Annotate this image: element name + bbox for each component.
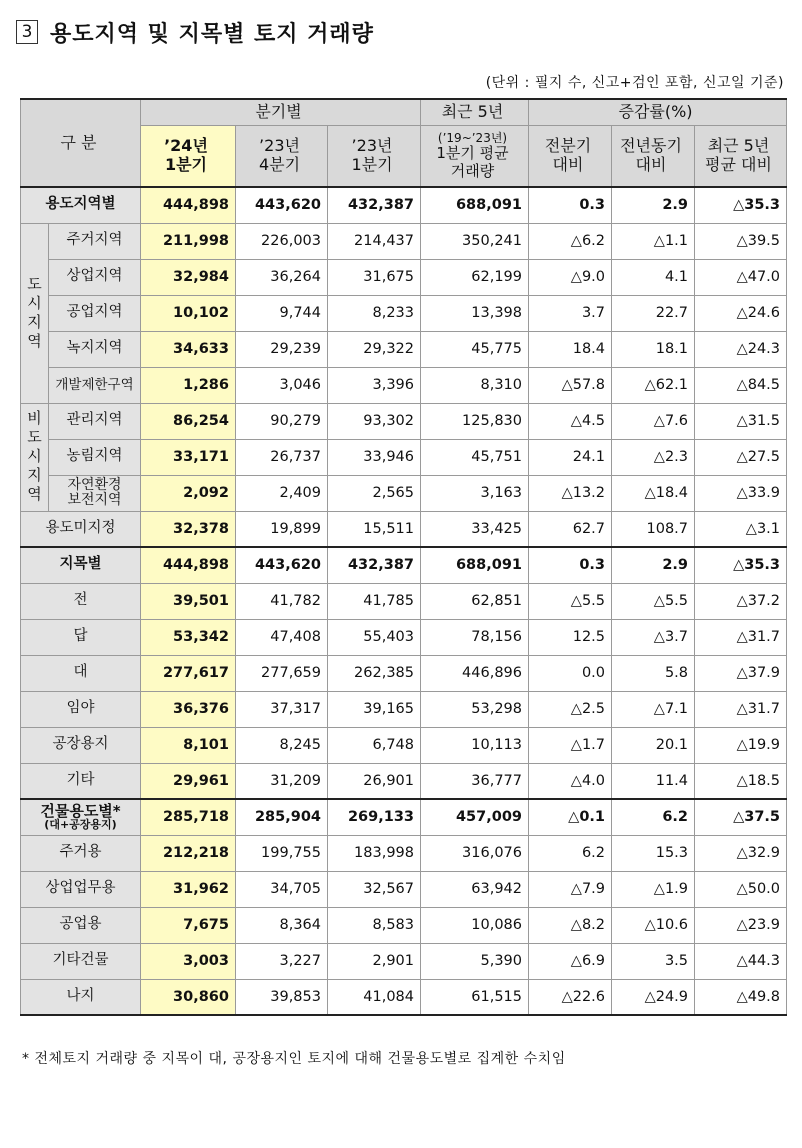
row-label: 공업지역 bbox=[49, 295, 141, 331]
header-avg5-range: (’19~’23년) bbox=[437, 130, 508, 145]
cell-vs-prev-y: 20.1 bbox=[612, 727, 695, 763]
cell-vs-prev-y: △1.9 bbox=[612, 871, 695, 907]
row-label-main: 건물용도별* bbox=[40, 801, 121, 820]
table-row bbox=[21, 259, 787, 295]
table-row bbox=[21, 475, 787, 511]
table-row bbox=[21, 547, 787, 583]
header-q23-4-year: ’23년 bbox=[259, 136, 300, 156]
header-q24-1-year: ’24년 bbox=[164, 136, 208, 156]
cell-q24-1: 39,501 bbox=[141, 583, 236, 619]
row-label: 주거용 bbox=[21, 835, 141, 871]
table-row bbox=[21, 799, 787, 835]
cell-vs-avg5: △31.7 bbox=[695, 691, 787, 727]
cell-vs-prev-y: △7.6 bbox=[612, 403, 695, 439]
group-label-urban bbox=[21, 223, 49, 403]
cell-q23-4: 226,003 bbox=[236, 223, 328, 259]
cell-avg5: 13,398 bbox=[421, 295, 529, 331]
table-row bbox=[21, 295, 787, 331]
cell-q23-4: 443,620 bbox=[236, 547, 328, 583]
cell-q24-1: 1,286 bbox=[141, 367, 236, 403]
cell-vs-avg5: △33.9 bbox=[695, 475, 787, 511]
cell-vs-prev-y: 2.9 bbox=[612, 547, 695, 583]
row-label: 용도미지정 bbox=[21, 511, 141, 547]
row-label: 전 bbox=[21, 583, 141, 619]
cell-q24-1: 32,378 bbox=[141, 511, 236, 547]
cell-avg5: 61,515 bbox=[421, 979, 529, 1015]
cell-vs-prev-q: △4.0 bbox=[529, 763, 612, 799]
cell-q23-1: 3,396 bbox=[328, 367, 421, 403]
cell-vs-prev-y: 11.4 bbox=[612, 763, 695, 799]
cell-avg5: 688,091 bbox=[421, 187, 529, 223]
section-title bbox=[16, 16, 374, 48]
table-row bbox=[21, 367, 787, 403]
cell-avg5: 36,777 bbox=[421, 763, 529, 799]
cell-vs-prev-y: △1.1 bbox=[612, 223, 695, 259]
cell-avg5: 78,156 bbox=[421, 619, 529, 655]
cell-q23-4: 29,239 bbox=[236, 331, 328, 367]
table-row bbox=[21, 583, 787, 619]
cell-vs-prev-y: 4.1 bbox=[612, 259, 695, 295]
cell-vs-prev-q: △2.5 bbox=[529, 691, 612, 727]
cell-vs-prev-q: 62.7 bbox=[529, 511, 612, 547]
cell-q24-1: 32,984 bbox=[141, 259, 236, 295]
cell-vs-prev-y: 5.8 bbox=[612, 655, 695, 691]
cell-q23-1: 15,511 bbox=[328, 511, 421, 547]
cell-vs-avg5: △18.5 bbox=[695, 763, 787, 799]
cell-q23-1: 183,998 bbox=[328, 835, 421, 871]
cell-vs-avg5: △23.9 bbox=[695, 907, 787, 943]
cell-vs-prev-q: △0.1 bbox=[529, 799, 612, 835]
cell-avg5: 8,310 bbox=[421, 367, 529, 403]
cell-avg5: 446,896 bbox=[421, 655, 529, 691]
cell-q23-4: 26,737 bbox=[236, 439, 328, 475]
table-row bbox=[21, 979, 787, 1015]
cell-q23-4: 37,317 bbox=[236, 691, 328, 727]
cell-q24-1: 10,102 bbox=[141, 295, 236, 331]
header-q23-1-year: ’23년 bbox=[351, 136, 393, 156]
group-label-text: 비도시지역 bbox=[27, 409, 42, 504]
cell-vs-prev-q: 6.2 bbox=[529, 835, 612, 871]
cell-q23-4: 34,705 bbox=[236, 871, 328, 907]
row-label-line: 보전지역 bbox=[67, 492, 122, 508]
row-label: 상업지역 bbox=[49, 259, 141, 295]
cell-vs-avg5: △24.3 bbox=[695, 331, 787, 367]
cell-q23-4: 277,659 bbox=[236, 655, 328, 691]
table-row bbox=[21, 187, 787, 223]
cell-avg5: 53,298 bbox=[421, 691, 529, 727]
cell-q23-1: 55,403 bbox=[328, 619, 421, 655]
cell-avg5: 10,086 bbox=[421, 907, 529, 943]
cell-vs-avg5: △37.9 bbox=[695, 655, 787, 691]
cell-vs-prev-q: 3.7 bbox=[529, 295, 612, 331]
cell-avg5: 688,091 bbox=[421, 547, 529, 583]
cell-vs-prev-q: △4.5 bbox=[529, 403, 612, 439]
cell-q23-4: 443,620 bbox=[236, 187, 328, 223]
cell-vs-prev-q: 12.5 bbox=[529, 619, 612, 655]
header-avg5-line1: 1분기 평균 bbox=[436, 144, 509, 163]
cell-q23-1: 8,233 bbox=[328, 295, 421, 331]
table-row bbox=[21, 403, 787, 439]
table-row bbox=[21, 691, 787, 727]
section-number: 3 bbox=[16, 20, 38, 44]
header-vs-prev-q bbox=[529, 125, 612, 187]
cell-vs-avg5: △24.6 bbox=[695, 295, 787, 331]
cell-vs-prev-y: △7.1 bbox=[612, 691, 695, 727]
cell-vs-prev-q: △7.9 bbox=[529, 871, 612, 907]
cell-q24-1: 277,617 bbox=[141, 655, 236, 691]
cell-vs-prev-q: 24.1 bbox=[529, 439, 612, 475]
row-label: 대 bbox=[21, 655, 141, 691]
header-avg5-line2: 거래량 bbox=[450, 161, 495, 180]
title-text: 용도지역 및 지목별 토지 거래량 bbox=[50, 21, 374, 47]
table-row bbox=[21, 331, 787, 367]
cell-avg5: 33,425 bbox=[421, 511, 529, 547]
cell-vs-prev-q: 0.3 bbox=[529, 547, 612, 583]
cell-q24-1: 285,718 bbox=[141, 799, 236, 835]
cell-q23-1: 29,322 bbox=[328, 331, 421, 367]
cell-q23-1: 41,785 bbox=[328, 583, 421, 619]
cell-vs-prev-q: △1.7 bbox=[529, 727, 612, 763]
cell-q24-1: 8,101 bbox=[141, 727, 236, 763]
cell-vs-avg5: △49.8 bbox=[695, 979, 787, 1015]
row-label: 기타 bbox=[21, 763, 141, 799]
cell-q24-1: 36,376 bbox=[141, 691, 236, 727]
cell-avg5: 3,163 bbox=[421, 475, 529, 511]
cell-vs-prev-y: △18.4 bbox=[612, 475, 695, 511]
header-vs-prev-q-line1: 전분기 bbox=[544, 136, 592, 156]
header-vs-avg5-line2: 평균 대비 bbox=[705, 154, 772, 174]
cell-q23-4: 3,227 bbox=[236, 943, 328, 979]
cell-avg5: 10,113 bbox=[421, 727, 529, 763]
cell-q24-1: 444,898 bbox=[141, 547, 236, 583]
table-row bbox=[21, 439, 787, 475]
row-label bbox=[21, 799, 141, 835]
cell-q24-1: 31,962 bbox=[141, 871, 236, 907]
cell-vs-avg5: △37.5 bbox=[695, 799, 787, 835]
header-vs-prev-y bbox=[612, 125, 695, 187]
cell-vs-avg5: △50.0 bbox=[695, 871, 787, 907]
cell-q23-4: 39,853 bbox=[236, 979, 328, 1015]
cell-q23-4: 31,209 bbox=[236, 763, 328, 799]
cell-q23-1: 26,901 bbox=[328, 763, 421, 799]
table-row bbox=[21, 907, 787, 943]
header-vs-prev-y-line1: 전년동기 bbox=[620, 136, 682, 156]
cell-q23-4: 41,782 bbox=[236, 583, 328, 619]
cell-avg5: 316,076 bbox=[421, 835, 529, 871]
cell-q23-1: 262,385 bbox=[328, 655, 421, 691]
row-label: 녹지지역 bbox=[49, 331, 141, 367]
cell-vs-prev-q: △57.8 bbox=[529, 367, 612, 403]
cell-vs-prev-q: △13.2 bbox=[529, 475, 612, 511]
cell-q23-1: 269,133 bbox=[328, 799, 421, 835]
cell-vs-avg5: △44.3 bbox=[695, 943, 787, 979]
group-label-text: 도시지역 bbox=[27, 274, 42, 350]
header-q23-4-quarter: 4분기 bbox=[258, 154, 301, 174]
cell-q24-1: 33,171 bbox=[141, 439, 236, 475]
cell-vs-prev-q: △5.5 bbox=[529, 583, 612, 619]
row-label-sub: (대+공장용지) bbox=[44, 818, 117, 832]
table-row bbox=[21, 727, 787, 763]
cell-vs-prev-q: △22.6 bbox=[529, 979, 612, 1015]
cell-q24-1: 3,003 bbox=[141, 943, 236, 979]
header-avg5-top: 최근 5년 bbox=[421, 99, 529, 125]
row-label: 답 bbox=[21, 619, 141, 655]
cell-avg5: 63,942 bbox=[421, 871, 529, 907]
row-label-line: 자연환경 bbox=[67, 476, 122, 493]
table-row bbox=[21, 223, 787, 259]
cell-q24-1: 211,998 bbox=[141, 223, 236, 259]
cell-vs-avg5: △84.5 bbox=[695, 367, 787, 403]
cell-vs-prev-y: △10.6 bbox=[612, 907, 695, 943]
cell-avg5: 457,009 bbox=[421, 799, 529, 835]
cell-q23-1: 32,567 bbox=[328, 871, 421, 907]
cell-vs-prev-q: 18.4 bbox=[529, 331, 612, 367]
cell-q23-4: 90,279 bbox=[236, 403, 328, 439]
cell-avg5: 62,199 bbox=[421, 259, 529, 295]
cell-q23-4: 9,744 bbox=[236, 295, 328, 331]
cell-vs-avg5: △39.5 bbox=[695, 223, 787, 259]
cell-vs-avg5: △47.0 bbox=[695, 259, 787, 295]
cell-avg5: 62,851 bbox=[421, 583, 529, 619]
cell-vs-prev-q: △6.2 bbox=[529, 223, 612, 259]
cell-vs-prev-y: 3.5 bbox=[612, 943, 695, 979]
header-vs-avg5 bbox=[695, 125, 787, 187]
row-label: 지목별 bbox=[21, 547, 141, 583]
row-label: 공업용 bbox=[21, 907, 141, 943]
cell-vs-avg5: △35.3 bbox=[695, 187, 787, 223]
cell-q23-1: 31,675 bbox=[328, 259, 421, 295]
header-category: 구 분 bbox=[21, 99, 141, 187]
cell-q23-4: 199,755 bbox=[236, 835, 328, 871]
cell-vs-prev-y: △62.1 bbox=[612, 367, 695, 403]
cell-avg5: 125,830 bbox=[421, 403, 529, 439]
cell-q23-4: 285,904 bbox=[236, 799, 328, 835]
cell-vs-avg5: △27.5 bbox=[695, 439, 787, 475]
cell-q23-1: 2,901 bbox=[328, 943, 421, 979]
cell-vs-prev-y: △3.7 bbox=[612, 619, 695, 655]
unit-note: (단위 : 필지 수, 신고+검인 포함, 신고일 기준) bbox=[485, 75, 784, 91]
cell-avg5: 45,751 bbox=[421, 439, 529, 475]
cell-q23-1: 41,084 bbox=[328, 979, 421, 1015]
header-vs-avg5-line1: 최근 5년 bbox=[707, 136, 770, 156]
cell-vs-prev-y: 18.1 bbox=[612, 331, 695, 367]
table-row bbox=[21, 943, 787, 979]
table-row bbox=[21, 763, 787, 799]
header-change: 증감률(%) bbox=[529, 99, 787, 125]
cell-avg5: 5,390 bbox=[421, 943, 529, 979]
cell-q23-1: 432,387 bbox=[328, 547, 421, 583]
cell-q24-1: 86,254 bbox=[141, 403, 236, 439]
header-quarterly: 분기별 bbox=[141, 99, 421, 125]
row-label: 기타건물 bbox=[21, 943, 141, 979]
cell-q23-4: 2,409 bbox=[236, 475, 328, 511]
cell-vs-prev-y: 15.3 bbox=[612, 835, 695, 871]
header-q24-1-quarter: 1분기 bbox=[164, 154, 208, 174]
cell-vs-prev-y: △24.9 bbox=[612, 979, 695, 1015]
cell-q23-1: 214,437 bbox=[328, 223, 421, 259]
cell-q23-4: 8,245 bbox=[236, 727, 328, 763]
cell-q24-1: 444,898 bbox=[141, 187, 236, 223]
cell-vs-prev-y: △2.3 bbox=[612, 439, 695, 475]
cell-q24-1: 29,961 bbox=[141, 763, 236, 799]
table-row bbox=[21, 655, 787, 691]
row-label: 개발제한구역 bbox=[49, 367, 141, 403]
row-label: 공장용지 bbox=[21, 727, 141, 763]
header-q23-4 bbox=[236, 125, 328, 187]
cell-q23-4: 8,364 bbox=[236, 907, 328, 943]
header-q24-1 bbox=[141, 125, 236, 187]
cell-q23-4: 19,899 bbox=[236, 511, 328, 547]
group-label-nonurban bbox=[21, 403, 49, 511]
header-q23-1 bbox=[328, 125, 421, 187]
cell-q23-1: 2,565 bbox=[328, 475, 421, 511]
table-row bbox=[21, 619, 787, 655]
header-avg5 bbox=[421, 125, 529, 187]
land-transaction-table bbox=[20, 98, 787, 1016]
cell-vs-prev-q: △6.9 bbox=[529, 943, 612, 979]
cell-q23-1: 8,583 bbox=[328, 907, 421, 943]
cell-vs-avg5: △31.5 bbox=[695, 403, 787, 439]
cell-vs-avg5: △32.9 bbox=[695, 835, 787, 871]
cell-q24-1: 7,675 bbox=[141, 907, 236, 943]
row-label: 임야 bbox=[21, 691, 141, 727]
table-row bbox=[21, 871, 787, 907]
table-row bbox=[21, 835, 787, 871]
cell-q23-1: 39,165 bbox=[328, 691, 421, 727]
cell-q24-1: 53,342 bbox=[141, 619, 236, 655]
cell-q23-4: 36,264 bbox=[236, 259, 328, 295]
cell-avg5: 45,775 bbox=[421, 331, 529, 367]
cell-q23-1: 6,748 bbox=[328, 727, 421, 763]
cell-vs-prev-q: △9.0 bbox=[529, 259, 612, 295]
cell-vs-avg5: △35.3 bbox=[695, 547, 787, 583]
cell-vs-prev-q: 0.0 bbox=[529, 655, 612, 691]
cell-vs-prev-q: 0.3 bbox=[529, 187, 612, 223]
cell-q23-1: 33,946 bbox=[328, 439, 421, 475]
cell-q24-1: 2,092 bbox=[141, 475, 236, 511]
cell-vs-avg5: △37.2 bbox=[695, 583, 787, 619]
header-vs-prev-q-line2: 대비 bbox=[552, 154, 584, 174]
cell-q24-1: 212,218 bbox=[141, 835, 236, 871]
cell-vs-prev-y: 6.2 bbox=[612, 799, 695, 835]
cell-q23-4: 47,408 bbox=[236, 619, 328, 655]
cell-vs-prev-q: △8.2 bbox=[529, 907, 612, 943]
footnote: * 전체토지 거래량 중 지목이 대, 공장용지인 토지에 대해 건물용도별로 집계한 수치임 bbox=[22, 1051, 566, 1067]
cell-vs-avg5: △3.1 bbox=[695, 511, 787, 547]
table-row bbox=[21, 511, 787, 547]
cell-vs-prev-y: 22.7 bbox=[612, 295, 695, 331]
cell-q24-1: 34,633 bbox=[141, 331, 236, 367]
cell-q23-1: 432,387 bbox=[328, 187, 421, 223]
header-vs-prev-y-line2: 대비 bbox=[635, 154, 667, 174]
cell-vs-prev-y: △5.5 bbox=[612, 583, 695, 619]
row-label: 상업업무용 bbox=[21, 871, 141, 907]
cell-vs-prev-y: 108.7 bbox=[612, 511, 695, 547]
row-label: 용도지역별 bbox=[21, 187, 141, 223]
cell-vs-prev-y: 2.9 bbox=[612, 187, 695, 223]
cell-avg5: 350,241 bbox=[421, 223, 529, 259]
row-label: 관리지역 bbox=[49, 403, 141, 439]
cell-q24-1: 30,860 bbox=[141, 979, 236, 1015]
cell-vs-avg5: △31.7 bbox=[695, 619, 787, 655]
row-label: 농림지역 bbox=[49, 439, 141, 475]
row-label: 나지 bbox=[21, 979, 141, 1015]
row-label: 주거지역 bbox=[49, 223, 141, 259]
cell-q23-1: 93,302 bbox=[328, 403, 421, 439]
cell-q23-4: 3,046 bbox=[236, 367, 328, 403]
row-label bbox=[49, 475, 141, 511]
header-q23-1-quarter: 1분기 bbox=[351, 154, 393, 174]
cell-vs-avg5: △19.9 bbox=[695, 727, 787, 763]
